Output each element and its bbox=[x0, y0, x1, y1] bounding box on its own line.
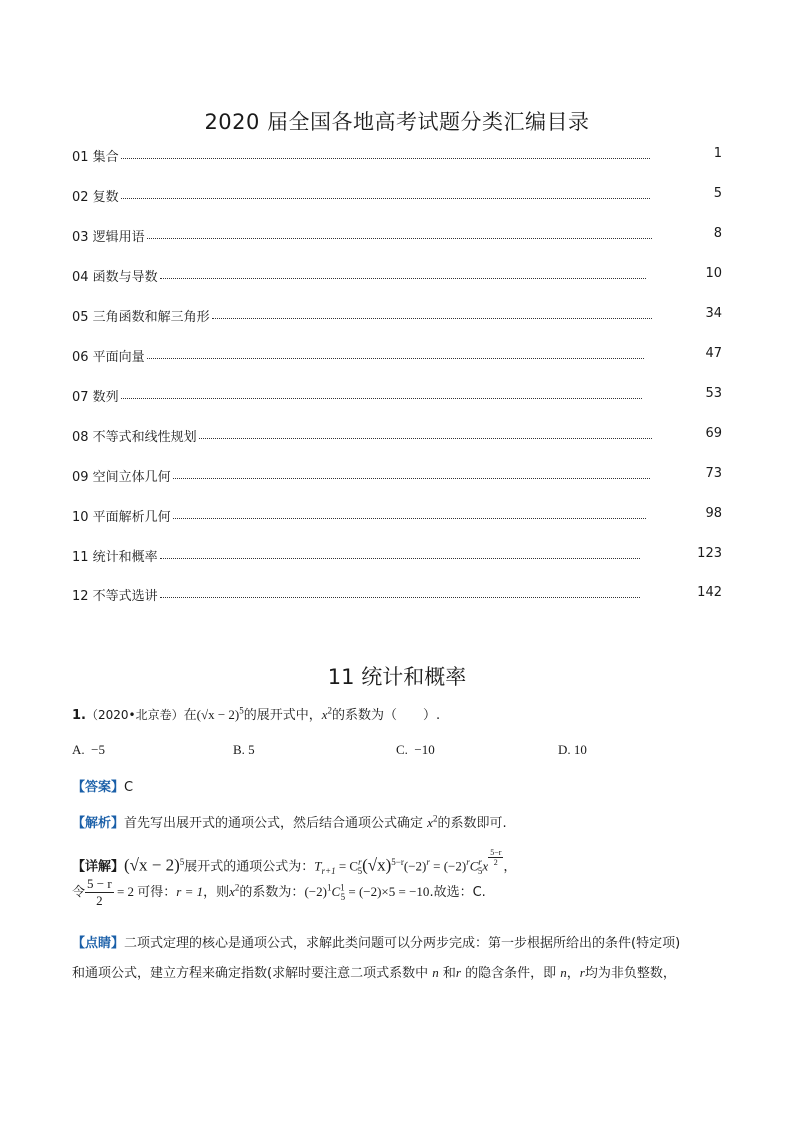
toc-dot-leader bbox=[173, 478, 650, 479]
toc-dot-leader bbox=[121, 198, 650, 199]
toc-entry-page: 123 bbox=[697, 546, 722, 561]
question-source: （2020•北京卷） bbox=[85, 708, 184, 722]
toc-entry-page: 53 bbox=[705, 386, 722, 401]
detail-line-2: 令 $\frac{5 - r}{2}$ = 2 可得：r = 1，则$x^2$的系数为：$(-2)^1C^1_5 = (-2)\times 5 = -10$.故选：C. bbox=[72, 876, 486, 908]
toc-entry-label: 05 三角函数和解三角形 bbox=[72, 310, 210, 325]
toc-entry-label: 06 平面向量 bbox=[72, 350, 145, 365]
toc-entry-page: 10 bbox=[705, 266, 722, 281]
toc-entry-page: 8 bbox=[713, 226, 722, 241]
toc-entry-label: 09 空间立体几何 bbox=[72, 470, 171, 485]
toc-entry-page: 1 bbox=[713, 146, 722, 161]
toc-entry[interactable] bbox=[72, 426, 722, 448]
analysis-line: 【解析】首先写出展开式的通项公式，然后结合通项公式确定 $x^2$的系数即可. bbox=[72, 813, 507, 831]
toc-entry-label: 04 函数与导数 bbox=[72, 270, 158, 285]
answer-tag: 【答案】 bbox=[72, 780, 125, 795]
toc-entry[interactable] bbox=[72, 466, 722, 488]
toc-dot-leader bbox=[147, 358, 644, 359]
toc-dot-leader bbox=[160, 597, 640, 598]
answer-line bbox=[72, 776, 133, 795]
toc-entry[interactable] bbox=[72, 585, 722, 607]
toc-entry-label: 12 不等式选讲 bbox=[72, 589, 158, 604]
toc-entry-page: 98 bbox=[705, 506, 722, 521]
toc-entry-label: 02 复数 bbox=[72, 190, 119, 205]
toc-entry[interactable] bbox=[72, 306, 722, 328]
toc-dot-leader bbox=[173, 518, 646, 519]
option-c: C. −10 bbox=[396, 742, 435, 757]
toc-entry-page: 73 bbox=[705, 466, 722, 481]
toc-dot-leader bbox=[160, 558, 640, 559]
comment-line-2: 和通项公式，建立方程来确定指数(求解时要注意二项式系数中 n 和r 的隐含条件，即 n，r均为非负整数， bbox=[72, 965, 676, 981]
toc-entry-page: 34 bbox=[705, 306, 722, 321]
toc-dot-leader bbox=[160, 278, 646, 279]
question-stem: 1.（2020•北京卷）在$(√x - 2)^5$的展开式中，$x^2$的系数为（ ）. bbox=[72, 705, 441, 723]
toc-entry-label: 07 数列 bbox=[72, 390, 119, 405]
answer-value: C bbox=[124, 780, 134, 795]
toc-entry-label: 03 逻辑用语 bbox=[72, 230, 145, 245]
section-title: 11 统计和概率 bbox=[327, 665, 467, 689]
toc-dot-leader bbox=[121, 158, 650, 159]
toc-entry[interactable] bbox=[72, 186, 722, 208]
toc-entry[interactable] bbox=[72, 506, 722, 528]
toc-entry[interactable] bbox=[72, 346, 722, 368]
option-a: A. −5 bbox=[72, 742, 105, 757]
toc-dot-leader bbox=[121, 398, 642, 399]
detail-line-1: 【详解】$(√x - 2)^5$展开式的通项公式为：$T_{r+1} = C^r_5(√x)^{5-r}(-2)^r = (-2)^rC^r_5x$ $^{\frac{5-r}{2}}$ ， bbox=[72, 848, 517, 876]
toc-entry-label: 11 统计和概率 bbox=[72, 550, 158, 565]
toc-dot-leader bbox=[212, 318, 652, 319]
detail-tag: 【详解】 bbox=[72, 859, 125, 875]
toc-entry[interactable] bbox=[72, 546, 722, 568]
toc-entry-page: 69 bbox=[705, 426, 722, 441]
toc-entry[interactable] bbox=[72, 226, 722, 248]
toc-entry-page: 5 bbox=[713, 186, 722, 201]
question-number: 1. bbox=[72, 708, 86, 723]
toc-entry[interactable] bbox=[72, 386, 722, 408]
toc-entry[interactable] bbox=[72, 146, 722, 168]
toc-entry-label: 08 不等式和线性规划 bbox=[72, 430, 197, 445]
toc-entry[interactable] bbox=[72, 266, 722, 288]
stem-expression: (√x − 2) bbox=[196, 707, 240, 722]
toc-entry-label: 01 集合 bbox=[72, 150, 119, 165]
option-d: D. 10 bbox=[558, 742, 587, 757]
toc-title: 2020 届全国各地高考试题分类汇编目录 bbox=[204, 110, 590, 134]
toc-entry-page: 47 bbox=[705, 346, 722, 361]
option-b: B. 5 bbox=[233, 742, 255, 757]
comment-tag: 【点睛】 bbox=[72, 936, 125, 951]
toc-dot-leader bbox=[199, 438, 652, 439]
toc-entry-label: 10 平面解析几何 bbox=[72, 510, 171, 525]
toc-dot-leader bbox=[147, 238, 652, 239]
toc-entry-page: 142 bbox=[697, 585, 722, 600]
analysis-tag: 【解析】 bbox=[72, 816, 125, 831]
comment-line-1: 【点睛】二项式定理的核心是通项公式，求解此类问题可以分两步完成：第一步根据所给出的条件(特定项) bbox=[72, 936, 681, 951]
